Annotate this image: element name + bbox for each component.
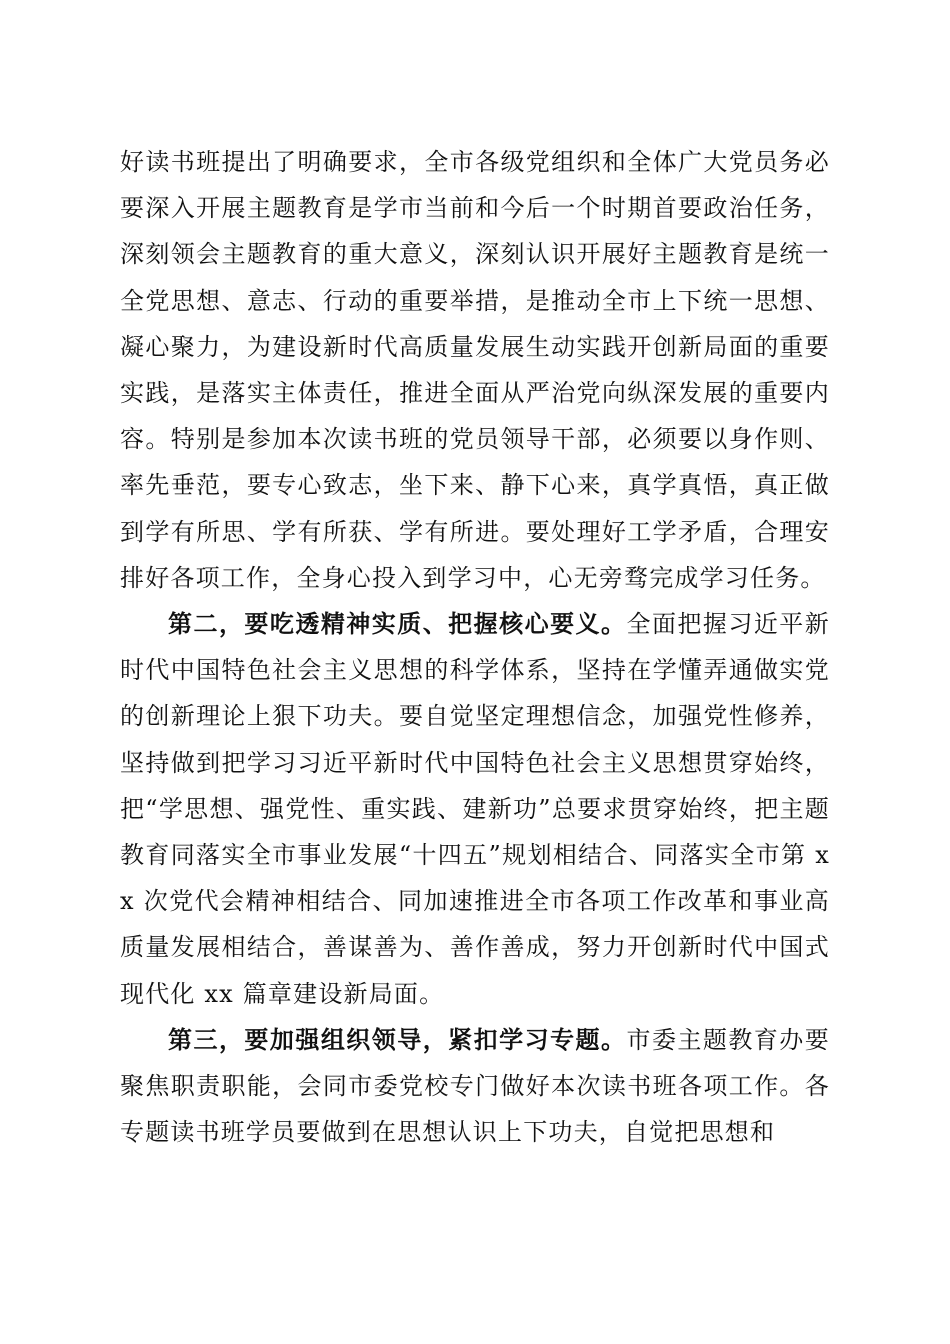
paragraph-body: 全面把握习近平新时代中国特色社会主义思想的科学体系，坚持在学懂弄通做实党的创新理论上狠下功夫。要自觉坚定理想信念，加强党性修养，坚持做到把学习习近平新时代中国特色社会主义思想贯穿始终，把“学思想、强党性、重实践、建新功”总要求贯穿始终，把主题教育同落实全市事业发展“十四五”规划相结合、同落实全市第 xx 次党代会精神相结合、同加速推进全市各项工作改革和事业高质量发展相结合，善谋善为、善作善成，努力开创新时代中国式现代化 xx 篇章建设新局面。 bbox=[120, 610, 830, 1008]
paragraph-second-point bbox=[120, 601, 830, 1017]
paragraph-body: 好读书班提出了明确要求，全市各级党组织和全体广大党员务必要深入开展主题教育是学市当前和今后一个时期首要政治任务，深刻领会主题教育的重大意义，深刻认识开展好主题教育是统一全党思想、意志、行动的重要举措，是推动全市上下统一思想、凝心聚力，为建设新时代高质量发展生动实践开创新局面的重要实践，是落实主体责任，推进全面从严治党向纵深发展的重要内容。特别是参加本次读书班的党员领导干部，必须要以身作则、率先垂范，要专心致志，坐下来、静下心来，真学真悟，真正做到学有所思、学有所获、学有所进。要处理好工学矛盾，合理安排好各项工作，全身心投入到学习中，心无旁骛完成学习任务。 bbox=[120, 148, 830, 592]
paragraph-continuation bbox=[120, 139, 830, 601]
paragraph-third-point bbox=[120, 1017, 830, 1156]
paragraph-body: 市委主题教育办要聚焦职责职能，会同市委党校专门做好本次读书班各项工作。各专题读书班学员要做到在思想认识上下功夫，自觉把思想和 bbox=[120, 1025, 830, 1147]
paragraph-heading: 第三，要加强组织领导，紧扣学习专题。 bbox=[168, 1024, 627, 1054]
document-body bbox=[120, 139, 830, 1155]
paragraph-heading: 第二，要吃透精神实质、把握核心要义。 bbox=[168, 609, 627, 639]
